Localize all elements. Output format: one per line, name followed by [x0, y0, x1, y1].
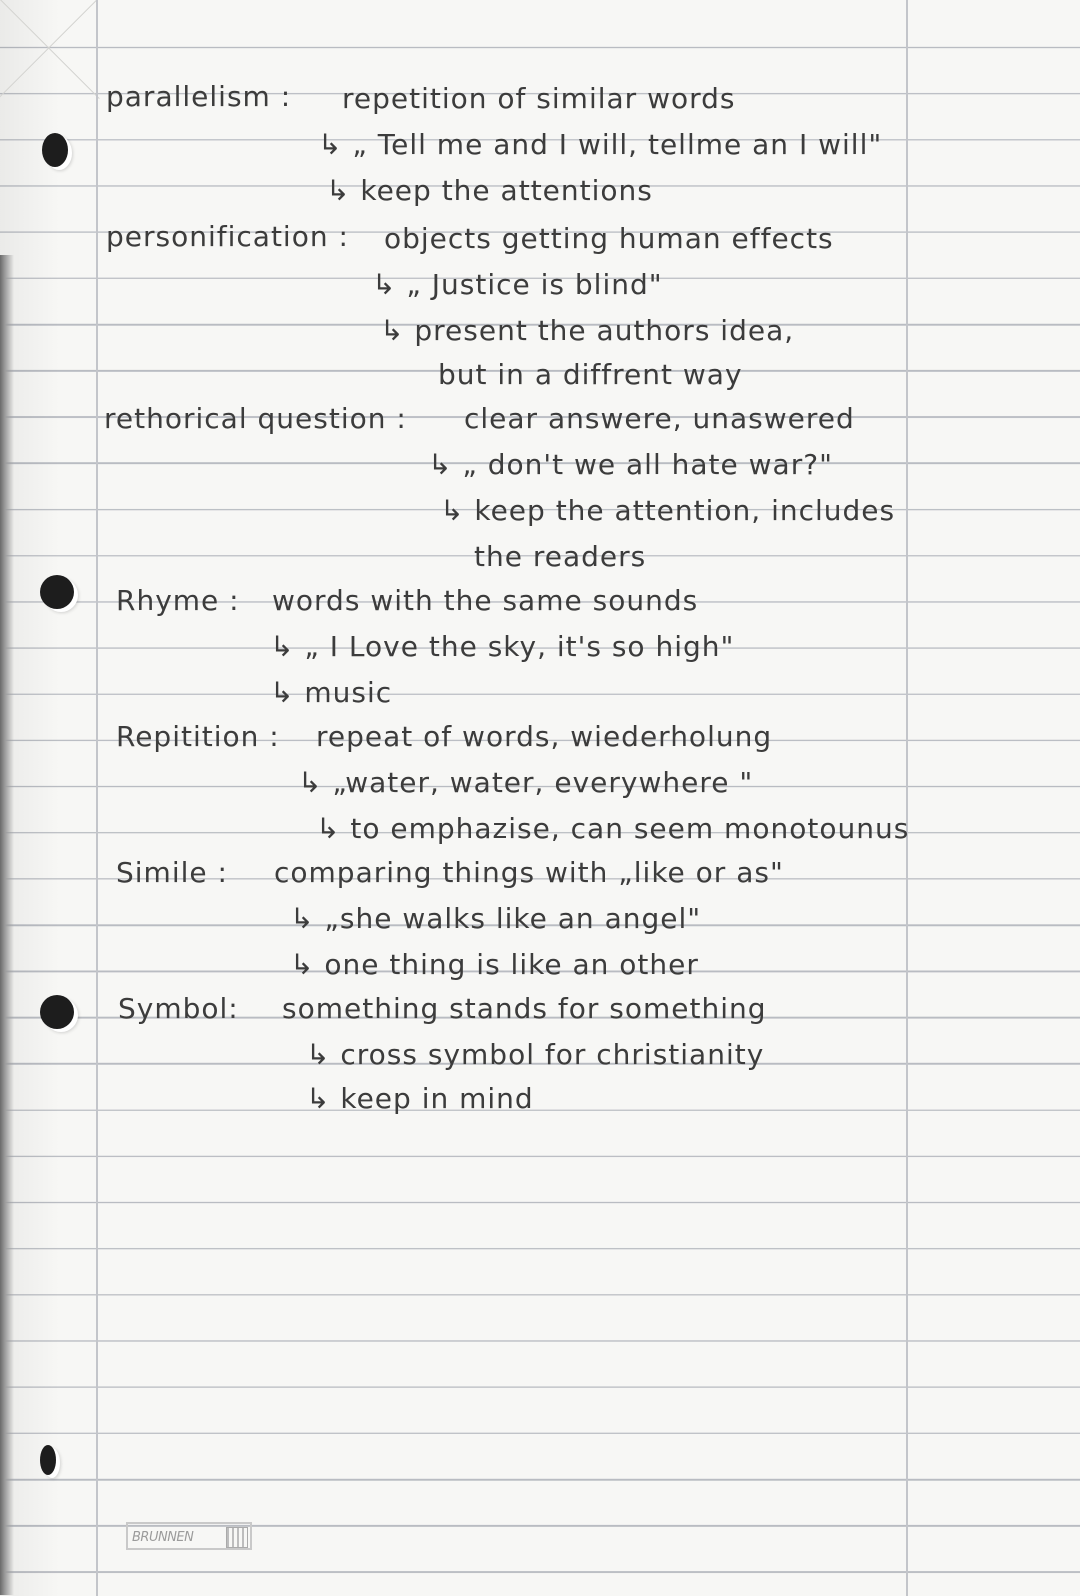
definition-rhyme: words with the same sounds — [272, 584, 699, 617]
term-symbol: Symbol: — [118, 992, 239, 1025]
example-parallelism: ↳ „ Tell me and I will, tellme an I will" — [318, 128, 883, 161]
example-simile: ↳ „she walks like an angel" — [290, 902, 702, 935]
definition-repitition: repeat of words, wiederholung — [316, 720, 773, 753]
punch-hole-3 — [40, 995, 74, 1029]
term-repitition: Repitition : — [116, 720, 280, 753]
term-rhyme: Rhyme : — [116, 584, 240, 617]
effect-rhyme: ↳ music — [270, 676, 393, 709]
punch-hole-4 — [40, 1445, 56, 1475]
punch-hole-1 — [42, 133, 68, 167]
term-personification: personification : — [106, 220, 349, 253]
effect-symbol: ↳ keep in mind — [306, 1082, 534, 1115]
effect-personification: ↳ present the authors idea, — [380, 314, 795, 347]
right-margin-line — [906, 0, 908, 1596]
punch-hole-2 — [40, 575, 74, 609]
definition-symbol: something stands for something — [282, 992, 767, 1025]
brunnen-logo-icon — [226, 1527, 248, 1548]
brunnen-brand-stamp — [126, 1522, 252, 1550]
page-edge-shadow — [0, 255, 14, 1595]
definition-rhetorical-question: clear answere, unaswered — [464, 402, 855, 435]
paper-fold-line — [0, 0, 100, 99]
term-parallelism: parallelism : — [106, 80, 292, 113]
paper-fold-line — [0, 0, 97, 114]
term-rhetorical-question: rethorical question : — [104, 402, 407, 435]
definition-simile: comparing things with „like or as" — [274, 856, 784, 889]
effect-parallelism: ↳ keep the attentions — [326, 174, 653, 207]
example-repitition: ↳ „water, water, everywhere " — [298, 766, 754, 799]
term-simile: Simile : — [116, 856, 228, 889]
left-margin-line — [96, 0, 98, 1596]
definition-parallelism: repetition of similar words — [342, 82, 736, 115]
effect-simile: ↳ one thing is like an other — [290, 948, 699, 981]
effect-rhetorical-question-cont: the readers — [474, 540, 647, 573]
effect-personification-cont: but in a diffrent way — [438, 358, 743, 391]
example-symbol: ↳ cross symbol for christianity — [306, 1038, 765, 1071]
brand-label: BRUNNEN — [132, 1530, 194, 1545]
example-rhetorical-question: ↳ „ don't we all hate war?" — [428, 448, 833, 481]
example-rhyme: ↳ „ I Love the sky, it's so high" — [270, 630, 735, 663]
definition-personification: objects getting human effects — [384, 222, 834, 255]
effect-rhetorical-question: ↳ keep the attention, includes — [440, 494, 896, 527]
effect-repitition: ↳ to emphazise, can seem monotounus — [316, 812, 910, 845]
example-personification: ↳ „ Justice is blind" — [372, 268, 663, 301]
